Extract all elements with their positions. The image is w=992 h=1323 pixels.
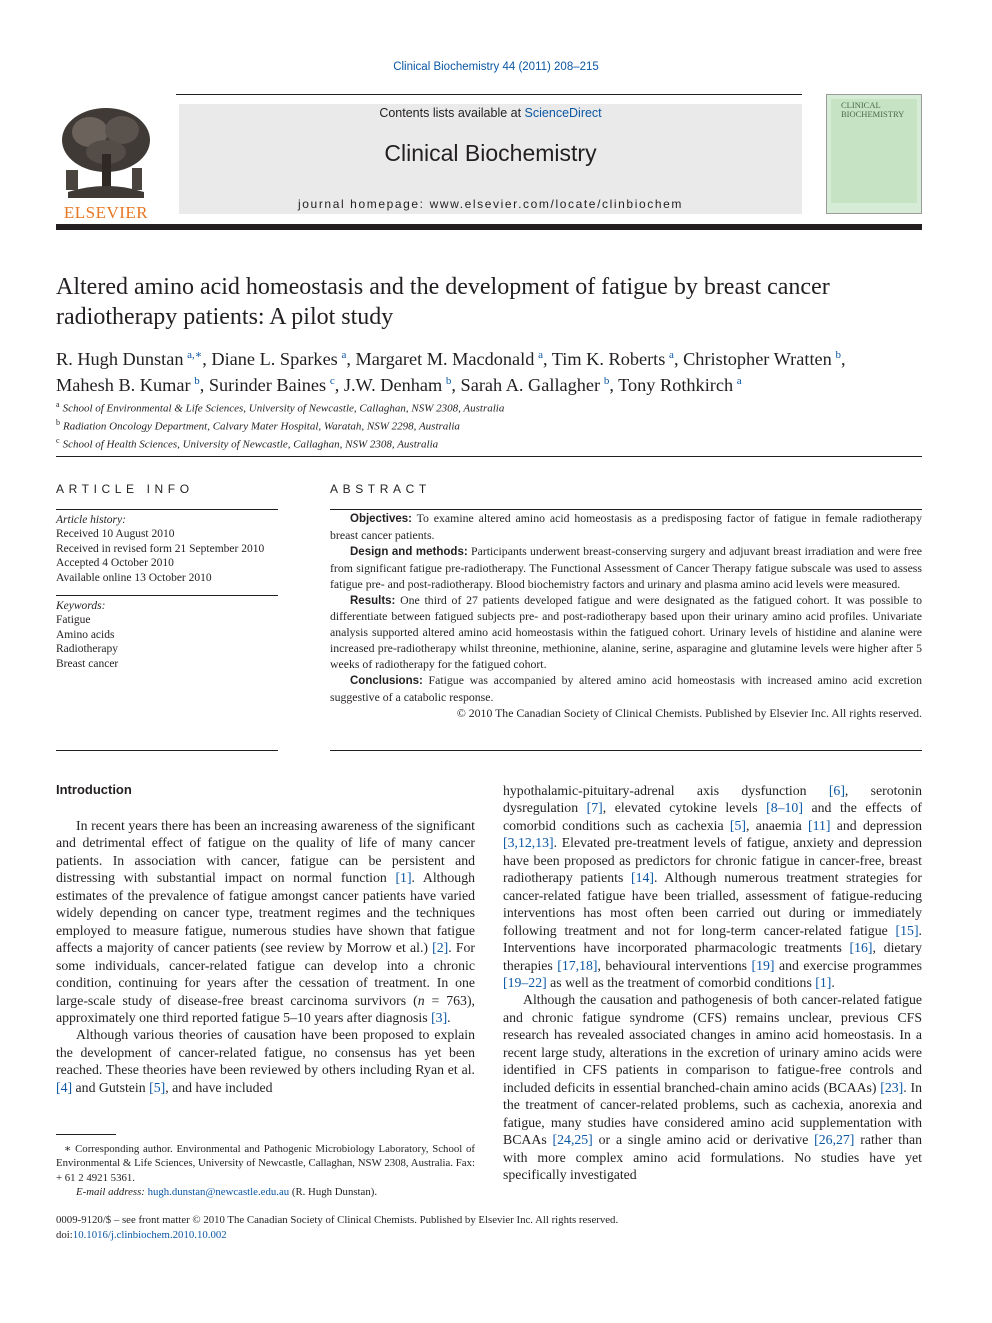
body-text: Although various theories of causation have been proposed to explain the development of cancer-related fatigue, no consensus has yet been reached. These theories have been reviewed by others including Ryan et al.: [56, 1027, 475, 1078]
affiliation-text: School of Environmental & Life Sciences, University of Newcastle, Callaghan, NSW 2308, Australia: [62, 402, 505, 415]
homepage-prefix: journal homepage:: [298, 197, 430, 211]
affiliation-item: [56, 416, 926, 434]
affiliation-text: Radiation Oncology Department, Calvary Mater Hospital, Waratah, NSW 2298, Australia: [63, 420, 460, 433]
abstract-heading: Design and methods:: [350, 545, 468, 558]
body-text: and Gutstein: [72, 1079, 150, 1095]
citation-link[interactable]: [4]: [56, 1079, 73, 1095]
author-affiliation-mark[interactable]: a: [538, 349, 543, 361]
abstract-copyright: © 2010 The Canadian Society of Clinical Chemists. Published by Elsevier Inc. All rights reserved.: [456, 705, 922, 720]
citation-link[interactable]: [8–10]: [766, 800, 803, 816]
keywords-label: Keywords:: [56, 600, 106, 612]
body-text: and exercise programmes: [774, 957, 922, 973]
author-name[interactable]: J.W. Denham: [343, 375, 443, 396]
article-info-rule: [56, 509, 278, 510]
body-text: . For some individuals, cancer-related fatigue can develop into a chronic condition, continuing for years after the cessation of treatment. In one large-scale study of disease-free breast carcinoma survivors (: [56, 940, 475, 1008]
keyword-item: Breast cancer: [56, 657, 119, 670]
body-column-left: [56, 817, 475, 1096]
history-item: Received in revised form 21 September 2010: [56, 542, 265, 555]
body-text: Although the causation and pathogenesis of both cancer-related fatigue and chronic fatigue syndrome (CFS) remains unclear, previous CFS research has revealed associated changes in amino acid homeostasis. In a recent large study, alterations in the excretion of urinary amino acids were identified in CFS patients in comparison to fatigue-free controls and included deficits in essential branched-chain amino acids (BCAAs): [503, 992, 922, 1095]
author-separator: ,: [542, 349, 552, 370]
citation-link[interactable]: [23]: [880, 1079, 904, 1095]
affiliation-item: [56, 398, 926, 416]
abstract-text: Fatigue was accompanied by altered amino acid homeostasis with increased amino acid excretion suggestive of a catabolic response.: [330, 673, 923, 704]
author-affiliation-mark[interactable]: a: [736, 375, 742, 388]
body-text: , and have included: [165, 1079, 273, 1095]
elsevier-logo[interactable]: [56, 102, 156, 222]
header-rule: [176, 94, 802, 95]
cover-title-line-2: BIOCHEMISTRY: [841, 109, 905, 119]
author-affiliation-mark[interactable]: a: [669, 349, 674, 361]
author-separator: ,: [840, 349, 846, 370]
citation-link[interactable]: [17,18]: [557, 957, 598, 973]
abstract-bottom-rule: [330, 750, 922, 751]
body-text: .: [447, 1009, 451, 1025]
email-label: E-mail address:: [76, 1186, 145, 1199]
affiliation-mark: a: [56, 400, 60, 409]
doi-link[interactable]: 10.1016/j.clinbiochem.2010.10.002: [72, 1228, 227, 1241]
body-text: . Interventions have incorporated pharmacologic treatments: [503, 922, 922, 956]
article-info-bottom-rule: [56, 750, 278, 751]
author-name[interactable]: Christopher Wratten: [683, 349, 832, 370]
intro-paragraph-2: [56, 1026, 475, 1096]
body-text: , anaemia: [745, 817, 808, 833]
email-suffix: (R. Hugh Dunstan).: [289, 1186, 378, 1199]
affiliation-list: [56, 398, 926, 452]
body-column-right: [503, 782, 922, 1183]
abstract-design: [330, 544, 922, 593]
author-separator: ,: [673, 349, 684, 370]
author-affiliation-mark[interactable]: a,∗: [187, 349, 203, 361]
body-text: and the effects of comorbid conditions such as cachexia: [503, 800, 922, 833]
header-thick-rule: [56, 224, 922, 230]
body-text: . Although numerous treatment strategies for cancer-related fatigue have been trialled, assessment of fatigue-reducing interventions has most often been carried out during or immediately following treatment and not for long-term cancer-related fatigue: [503, 870, 923, 938]
journal-homepage: [179, 197, 802, 211]
section-divider: [56, 456, 922, 457]
abstract-objectives: [330, 511, 922, 544]
affiliation-mark: b: [56, 417, 60, 427]
citation-link[interactable]: [14]: [631, 870, 655, 886]
body-text: . In the treatment of cancer-related problems, such as cachexia, anorexia and fatigue, many studies have considered amino acid supplementation with BCAAs: [503, 1079, 922, 1148]
affiliation-mark: c: [56, 435, 60, 445]
author-affiliation-mark[interactable]: b: [194, 375, 200, 388]
body-text: , dietary therapies: [503, 940, 922, 973]
author-separator: ,: [199, 375, 209, 396]
page-footer: [56, 1213, 936, 1242]
footnote-text: [56, 1142, 475, 1185]
journal-header: [56, 94, 922, 232]
body-text: = 763), approximately one third reported fatigue 5–10 years after diagnosis: [56, 992, 475, 1025]
citation-link[interactable]: [5]: [729, 817, 746, 833]
citation-link[interactable]: [3]: [431, 1009, 448, 1025]
journal-citation[interactable]: Clinical Biochemistry 44 (2011) 208–215: [393, 61, 599, 73]
author-affiliation-mark[interactable]: b: [603, 375, 610, 388]
footnote-rule: [56, 1134, 116, 1135]
footnote-mark: ∗: [64, 1143, 72, 1155]
doi-line: [56, 1228, 936, 1243]
email-link[interactable]: hugh.dunstan@newcastle.edu.au: [147, 1186, 290, 1199]
author-separator: ,: [609, 375, 619, 396]
citation-link[interactable]: [1]: [815, 974, 832, 990]
footnote-email: [56, 1185, 475, 1199]
body-text: as well as the treatment of comorbid conditions: [546, 974, 816, 990]
affiliation-item: [56, 434, 926, 452]
citation-link[interactable]: [19]: [751, 957, 775, 973]
author-name[interactable]: Tim K. Roberts: [551, 349, 666, 370]
body-text: rather than with more complex amino acid formulations. No studies have yet specifically investigated: [503, 1132, 922, 1182]
abstract-text: Participants underwent breast-conserving surgery and adjuvant breast irradiation and were free from significant fatigue pre-radiotherapy. The Functional Assessment of Cancer Therapy fatigue subscale was used to assess fatigue pre- and post-radiotherapy. Blood biochemistry factors and urinary and plasma amino acid levels were measured.: [330, 543, 922, 591]
body-text: , serotonin dysregulation: [503, 783, 922, 816]
body-text: . Although estimates of the prevalence of fatigue amongst cancer patients have varied widely depending on cancer type, treatment regimes and the techniques employed to measure fatigue, numerous studies have shown that fatigue affects a majority of cancer patients (see review by Morrow et al.): [56, 870, 475, 956]
author-separator: ,: [202, 349, 212, 370]
journal-name[interactable]: Clinical Biochemistry: [384, 140, 597, 166]
author-affiliation-mark[interactable]: b: [445, 375, 452, 388]
citation-link[interactable]: [16]: [849, 940, 873, 956]
abstract-label: ABSTRACT: [330, 482, 431, 496]
author-separator: ,: [451, 375, 461, 396]
cover-title-line-1: CLINICAL: [841, 100, 881, 110]
intro-paragraph-4: [503, 991, 922, 1183]
homepage-url[interactable]: www.elsevier.com/locate/clinbiochem: [429, 197, 683, 211]
affiliation-text: School of Health Sciences, University of Newcastle, Callaghan, NSW 2308, Australia: [62, 438, 439, 451]
corresponding-author-footnote: [56, 1142, 475, 1200]
keywords: [56, 599, 281, 671]
citation-link[interactable]: [5]: [149, 1079, 166, 1095]
author-name[interactable]: Surinder Baines: [208, 375, 327, 396]
masthead: [179, 104, 802, 214]
footnote-body: Corresponding author. Environmental and Pathogenic Microbiology Laboratory, School of Environmental & Life Sciences, University of Newcastle, Callaghan, NSW 2308, Australia. Fax: + 61 2 4921 5361.: [56, 1143, 475, 1184]
author-name[interactable]: R. Hugh Dunstan: [56, 349, 184, 370]
abstract-heading: Results:: [350, 594, 396, 607]
body-text: , behavioural interventions: [597, 957, 752, 973]
body-text: or a single amino acid or derivative: [592, 1132, 815, 1148]
author-affiliation-mark[interactable]: a: [341, 349, 347, 361]
keyword-item: Radiotherapy: [56, 643, 118, 656]
front-matter-line: 0009-9120/$ – see front matter © 2010 The Canadian Society of Clinical Chemists. Published by Elsevier Inc. All rights reserved.: [56, 1214, 619, 1226]
citation-link[interactable]: [2]: [432, 940, 449, 956]
abstract-conclusions: [330, 673, 922, 706]
math-variable: n: [417, 992, 425, 1008]
intro-paragraph-3: [503, 782, 922, 991]
author-list: [56, 344, 926, 396]
citation-link[interactable]: [11]: [808, 817, 831, 833]
body-text: In recent years there has been an increasing awareness of the significant and detrimental effect of fatigue on the quality of life of many cancer patients. In association with cancer, fatigue can be persistent and distressing with substantial impact on normal function: [56, 818, 475, 886]
abstract-heading: Conclusions:: [350, 675, 423, 688]
intro-paragraph-1: [56, 817, 475, 1026]
elsevier-wordmark: ELSEVIER: [63, 203, 149, 222]
body-text: and depression: [830, 817, 923, 833]
article-history: [56, 513, 281, 585]
abstract-text: One third of 27 patients developed fatigue and were designated as the fatigued cohort. It was possible to differentiate between fatigued subjects pre- and post-radiotherapy based upon their urinary amino acid profiles. Univariate analysis supported altered amino acid homeostasis within the fatigued cohort. Urinary levels of histidine and alanine were increased pre-radiotherapy whilst threonine, methionine, alanine, serine, asparagine and glutamine levels were higher after 5 weeks of radiotherapy for the fatigued cohort.: [330, 592, 922, 672]
sciencedirect-link[interactable]: ScienceDirect: [524, 106, 602, 120]
author-separator: ,: [334, 375, 344, 396]
cover-title: [841, 101, 904, 119]
citation-link[interactable]: [15]: [895, 922, 919, 938]
citation-link[interactable]: [19–22]: [503, 974, 547, 990]
contents-prefix: Contents lists available at: [379, 106, 525, 120]
article-info-label: ARTICLE INFO: [56, 482, 194, 496]
citation-link[interactable]: [26,27]: [814, 1132, 855, 1148]
citation-link[interactable]: [24,25]: [552, 1132, 593, 1148]
keywords-rule: [56, 595, 278, 596]
abstract-text: To examine altered amino acid homeostasis as a predisposing factor of fatigue in female radiotherapy breast cancer patients.: [330, 511, 922, 542]
journal-cover-thumbnail[interactable]: [826, 94, 922, 214]
citation-link[interactable]: [6]: [828, 783, 845, 798]
abstract-results: [330, 593, 922, 674]
citation-link[interactable]: [1]: [395, 870, 412, 886]
body-text: , elevated cytokine levels: [602, 800, 767, 816]
author-affiliation-mark[interactable]: b: [835, 349, 841, 361]
contents-line: [179, 106, 802, 120]
author-separator: ,: [346, 349, 356, 370]
article-title: Altered amino acid homeostasis and the development of fatigue by breast cancer radiotherapy patients: A pilot study: [56, 274, 830, 330]
citation-link[interactable]: [3,12,13]: [503, 835, 554, 851]
abstract-rule: [330, 509, 922, 510]
body-text: .: [831, 974, 835, 990]
citation-link[interactable]: [7]: [586, 800, 603, 816]
body-text: . Elevated pre-treatment levels of fatigue, anxiety and depression have been proposed as predictors for chronic fatigue in cancer-free, breast radiotherapy patients: [503, 835, 922, 886]
elsevier-tree-icon: [56, 102, 156, 218]
body-text: hypothalamic-pituitary-adrenal axis dysfunction: [503, 783, 829, 798]
author-name[interactable]: Tony Rothkirch: [618, 375, 734, 396]
keyword-item: Fatigue: [56, 614, 91, 627]
history-label: Article history:: [56, 514, 126, 526]
author-name[interactable]: Diane L. Sparkes: [211, 349, 338, 370]
keyword-item: Amino acids: [56, 628, 115, 641]
history-item: Accepted 4 October 2010: [56, 557, 174, 570]
history-item: Available online 13 October 2010: [56, 571, 212, 584]
abstract-heading: Objectives:: [350, 513, 412, 525]
author-affiliation-mark[interactable]: c: [329, 375, 335, 388]
author-name[interactable]: Mahesh B. Kumar: [56, 375, 191, 396]
doi-prefix: doi:: [56, 1228, 73, 1241]
abstract-body: [330, 511, 922, 722]
author-name[interactable]: Margaret M. Macdonald: [355, 349, 535, 370]
history-item: Received 10 August 2010: [56, 528, 175, 541]
introduction-heading: Introduction: [56, 782, 132, 797]
author-name[interactable]: Sarah A. Gallagher: [460, 375, 601, 396]
